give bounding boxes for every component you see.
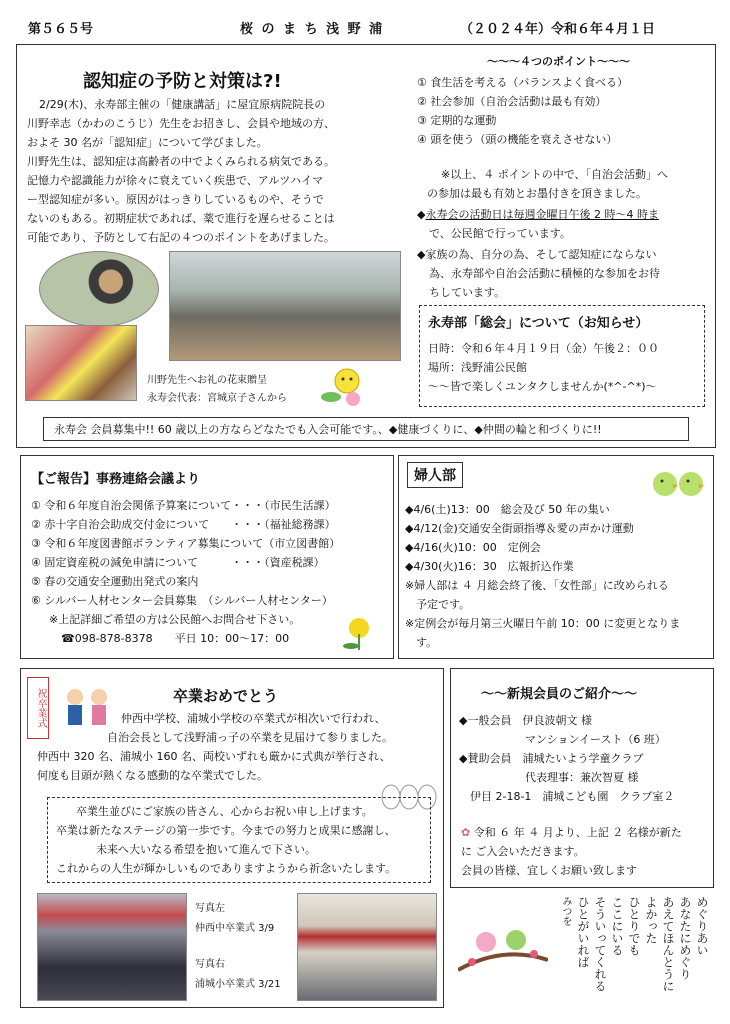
poem-signature: みつを [560,896,571,926]
general-meeting-box [419,305,705,407]
point-item: ③ 定期的な運動 [417,114,497,127]
poem-line: ひとりでも [627,896,641,956]
report-item: ② 赤十字自治会助成交付金について ・・・（福祉総務課） [31,518,336,531]
graduation-badge: 祝卒業式 [27,677,49,739]
activity-day: 永寿会の活動日は毎週金曜日午後 2 時～4 時ま [425,208,659,221]
dementia-line: 記憶力や認識能力が徐々に衰えていく疾患で、アルツハイマ [27,174,324,187]
point-item: ② 社会参加（自治会活動は最も有効） [417,95,607,108]
dementia-body [27,95,335,247]
meeting-call: ～～皆で楽しくユンタクしませんか(*^-^*)～ [428,380,657,393]
member-line: ◆賛助会員 浦城たいよう学童クラブ [459,752,644,765]
meeting-place: 場所：浅野浦公民館 [428,361,527,374]
dementia-line: 2/29(木)、永寿部主催の「健康講話」に屋宜原病院院長の [39,98,326,111]
issue-number: 第５６５号 [28,22,94,37]
message-line: 卒業は新たなステージの第一歩です。今までの努力と成果に感謝し、 [56,824,396,837]
recruit-banner: 永寿会 会員募集中!! 60 歳以上の方ならどなたでも入会可能です。、◆健康づくりに、◆仲間の輪と和づくりに!! [43,417,689,441]
nakanishi-graduation-photo [37,893,187,1001]
closing-line: に ご入会いただきます。 [461,845,585,858]
activity-bullet: ◆永寿会の活動日は毎週金曜日午後 2 時～4 時ま で、公民館で行っています。 [417,205,659,243]
photo-right-caption: 浦城小卒業式 3/21 [195,979,281,990]
graduation-line: 自治会長として浅野浦っ子の卒業を見届けて参りました。 [107,731,393,744]
closing-line: 令和 ６ 年 ４ 月より、上記 ２ 名様が新た [473,826,682,839]
report-item: ① 令和６年度自治会関係予算案について・・・（市民生活課） [31,499,336,512]
activity-place: で、公民館で行っています。 [429,227,571,240]
invite-line: ◆家族の為、自分の為、そして認知症にならない [417,248,657,261]
new-members-closing [461,823,682,880]
poem-line: ここにいる [610,896,624,956]
dementia-title: 認知症の予防と対策は?! [83,71,282,92]
member-line: ◆一般会員 伊良波朝文 様 [459,714,592,727]
member-line: マンションイースト（6 班） [459,733,666,746]
graduation-body [37,709,393,785]
photo-left-label: 写真左 [195,903,225,914]
report-inquiry: ※上記詳細ご希望の方は公民館へお問合せ下さい。 [49,613,301,626]
dementia-line: 川野幸志（かわのこうじ）先生をお招きし、会員や地域の方、 [27,117,335,130]
report-list [31,496,340,648]
urashiro-graduation-photo [297,893,437,1001]
womens-item: ◆4/12(金)交通安全街頭指導＆愛の声かけ運動 [405,522,634,535]
poem-line: あえてほんとうに [661,896,675,992]
graduation-section [20,668,444,1008]
dementia-section [16,44,716,448]
message-line: これからの人生が輝かしいものでありますようから祈念いたします。 [56,862,397,875]
calligraphy-poem [556,896,710,1016]
birds-icon [647,462,707,502]
message-line: 卒業生並びにご家族の皆さん、心からお祝い申し上げます。 [76,805,373,818]
dementia-line: およそ 30 名が「認知症」について学びました。 [27,136,268,149]
points-list [417,73,628,149]
bouquet-photo [25,325,137,401]
member-line: 代表理事：兼次智夏 様 [459,771,639,784]
points-title: ～～～４つのポイント～～～ [487,55,630,68]
photo-left-caption: 仲西中卒業式 3/9 [195,923,275,934]
womens-list [405,500,680,652]
report-tel: ☎098-878-8378 平日 10：00～17：00 [61,632,290,645]
report-title: 【ご報告】事務連絡会議より [31,472,201,487]
meeting-date: 日時：令和６年４月１９日（金）午後２：００ [428,342,659,355]
photo-caption-1: 川野先生へお礼の花束贈呈 [147,375,267,386]
newsletter-name: 桜 の ま ち 浅 野 浦 [240,22,385,37]
womens-item: ◆4/6(土)13：00 総会及び 50 年の集い [405,503,610,516]
womens-section [398,455,714,659]
womens-title: 婦人部 [407,462,463,488]
points-note [427,165,668,203]
graduation-message-box [47,797,431,883]
point-item: ④ 頭を使う（頭の機能を衰えさせない） [417,133,618,146]
womens-note: ※婦人部は ４ 月総会終了後、「女性部」に改められる [405,579,669,592]
womens-item: ◆4/16(火)10：00 定例会 [405,541,541,554]
meeting-title: 永寿部「総会」について（お知らせ） [428,316,649,331]
report-item: ④ 固定資産税の減免申請について ・・・（資産税課） [31,556,325,569]
poem-line: よかった [644,896,658,944]
womens-note: 予定です。 [405,598,471,611]
report-item: ⑤ 春の交通安全運動出発式の案内 [31,575,199,588]
sakura-icon: ✿ [461,826,471,839]
new-members-list [459,711,674,806]
note-line: ※以上、４ ポイントの中で、「自治会活動」へ [441,168,668,181]
dementia-line: 可能であり、予防として右記の４つのポイントをあげました。 [27,231,335,244]
poem-line: あなたにめぐり [678,896,692,980]
graduation-line: 仲西中学校、浦城小学校の卒業式が相次いで行われ、 [121,712,386,725]
report-section [20,455,394,659]
bird-branch-illustration [458,900,548,980]
womens-item: ◆4/30(火)16：30 広報折込作業 [405,560,574,573]
issue-date: （２０２４年）令和６年４月１日 [460,22,656,37]
womens-note: す。 [405,636,438,649]
photo-caption-2: 永寿会代表：宮城京子さんから [147,393,287,404]
invite-line: ちしています。 [429,286,506,299]
photo-right-label: 写真右 [195,959,225,970]
dementia-line: ないのもある。初期症状であれば、薬で進行を遅らせることは [27,212,335,225]
flower-character-icon [317,365,369,409]
lecture-room-photo [169,251,401,361]
lecture-photo-speaker [39,251,159,327]
dandelion-icon [339,614,379,654]
message-line: 未来へ大いなる希望を抱いて進んで下さい。 [96,843,316,856]
report-item: ⑥ シルバー人材センター会員募集 （シルバー人材センター） [31,594,333,607]
report-item: ③ 令和６年度図書館ボランティア募集について（市立図書館） [31,537,341,550]
poem-line: そういってくれる [593,896,607,992]
new-members-title: ～～新規会員のご紹介～～ [481,687,638,702]
dementia-line: ー型認知症が多い。原因がはっきりしているものや、そうで [27,193,324,206]
closing-line: 会員の皆様、宜しくお願い致します [461,864,637,877]
graduation-line: 何度も目頭が熱くなる感動的な卒業式でした。 [37,769,268,782]
womens-note: ※定例会が毎月第三火曜日午前 10：00 に変更となりま [405,617,681,630]
graduation-title: 卒業おめでとう [173,687,279,705]
new-members-section [450,668,714,888]
poem-line: めぐりあい [695,896,709,956]
point-item: ① 食生活を考える（バランスよく食べる） [417,76,629,89]
member-line: 伊目 2-18-1 浦城こども園 クラブ室２ [459,790,675,803]
note-line: の参加は最も有効とお墨付きを頂きました。 [427,187,647,200]
dementia-line: 川野先生は、認知症は高齢者の中でよくみられる病気である。 [27,155,335,168]
invite-bullet [417,245,660,302]
graduation-line: 仲西中 320 名、浦城小 160 名、両校いずれも厳かに式典が挙行され、 [37,750,391,763]
invite-line: 為、永寿部や自治会活動に積極的な参加をお待 [429,267,660,280]
poem-line: ひとがいれば [576,896,590,968]
